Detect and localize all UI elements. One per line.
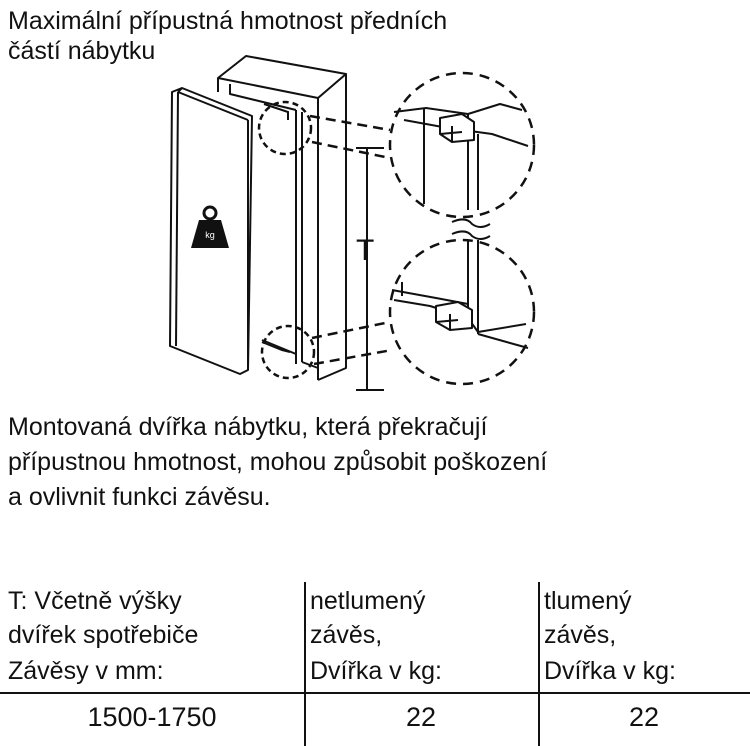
leader-lines [310, 116, 392, 364]
warning-text [8, 410, 743, 515]
header-col2-line2: závěs, [310, 621, 383, 649]
cell-damped-kg: 22 [628, 702, 660, 732]
hinge-marks [262, 104, 290, 352]
cell-range: 1500-1750 [87, 702, 217, 732]
header-col1-line3: Závěsy v mm: [8, 657, 164, 685]
title-line-2: částí nábytku [8, 37, 156, 65]
table-header-rule [0, 692, 750, 694]
bottom-detail-view [390, 240, 534, 384]
break-symbol [452, 219, 490, 239]
header-col2-line3: Dvířka v kg: [310, 657, 442, 685]
top-detail-view [390, 73, 534, 217]
cell-undamped-kg: 22 [405, 702, 437, 732]
weight-spec-table [0, 582, 750, 746]
header-col3-line3: Dvířka v kg: [544, 657, 676, 685]
header-col3-line1: tlumený [544, 587, 632, 615]
warning-line-1: Montovaná dvířka nábytku, která překračují [8, 413, 488, 441]
title-line-1: Maximální přípustná hmotnost předních [8, 7, 448, 35]
header-col1-line1: T: Včetně výšky [8, 587, 182, 615]
header-col3-line2: závěs, [544, 621, 617, 649]
warning-line-3: a ovlivnit funkci závěsu. [8, 483, 271, 511]
weight-icon [191, 207, 229, 248]
warning-line-2: přípustnou hmotnost, mohou způsobit poškození [8, 448, 548, 476]
header-col2-line1: netlumený [310, 587, 426, 615]
header-col1-line2: dvířek spotřebiče [8, 621, 199, 649]
dimension-label: T [356, 234, 375, 267]
appliance-cabinet [218, 56, 346, 380]
detail-markers [259, 102, 314, 378]
weight-icon-label: kg [205, 230, 215, 240]
